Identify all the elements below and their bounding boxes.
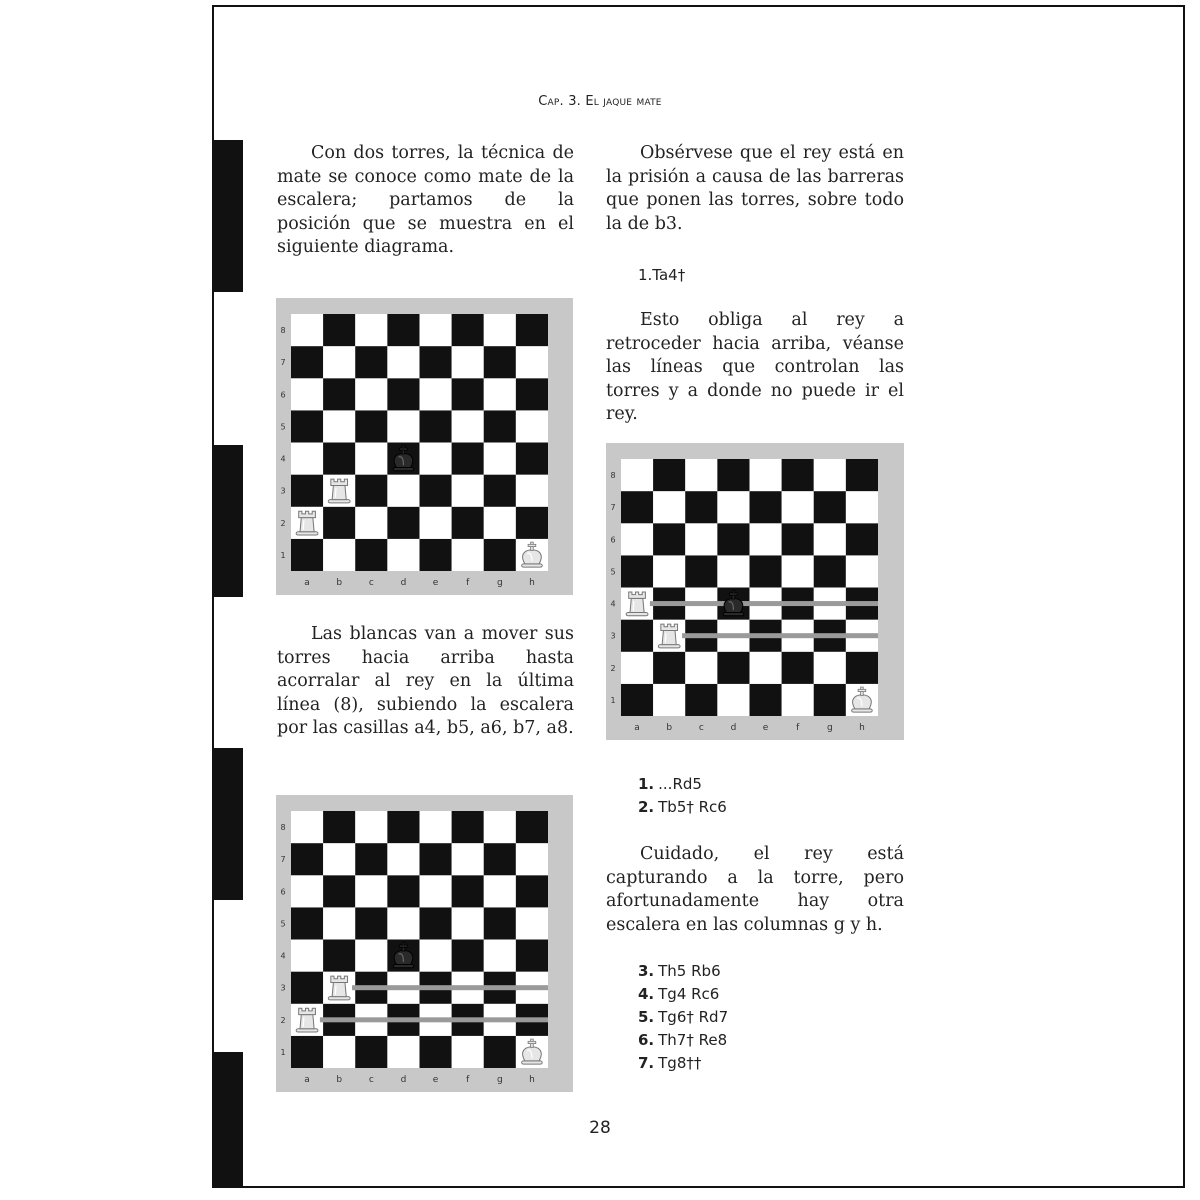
board-square [484,346,516,378]
file-label: h [859,723,865,733]
chessboard [276,795,573,1092]
board-square [387,811,419,843]
move-text: Th7† Re8 [658,1031,728,1049]
board-square [653,523,685,555]
board-square [846,555,878,587]
rank-label: 8 [280,326,286,336]
chess-diagram-barriers [276,795,573,1092]
rank-barrier-line [650,601,878,606]
board-square [323,539,355,571]
board-square [717,684,749,716]
board-square [782,523,814,555]
board-square [484,378,516,410]
file-label: h [529,1075,535,1085]
move-list [638,773,727,819]
board-square [355,410,387,442]
file-label: c [368,1075,374,1085]
board-square [420,940,452,972]
board-square [516,410,548,442]
board-square [291,346,323,378]
right-paragraph-retreat: Esto obliga al rey a retroceder hacia arriba, véanse las líneas que controlan las torres y a donde no puede ir el rey. [606,310,904,424]
board-square [420,443,452,475]
board-square [291,907,323,939]
move-line [638,983,728,1006]
board-square [291,940,323,972]
board-square [814,684,846,716]
board-square [621,555,653,587]
board-square [387,314,419,346]
rank-label: 1 [280,550,286,560]
board-square [516,843,548,875]
board-square [291,843,323,875]
file-label: e [432,1075,439,1085]
board-square [484,907,516,939]
board-square [717,523,749,555]
board-square [685,652,717,684]
board-square [420,475,452,507]
board-square [452,875,484,907]
board-square [452,410,484,442]
board-square [516,475,548,507]
board-square [484,475,516,507]
move-number: 2. [638,798,655,816]
board-square [452,1036,484,1068]
move-text: Tb5† Rc6 [658,798,727,816]
board-square [782,555,814,587]
board-square [484,314,516,346]
board-square [717,459,749,491]
file-label: d [400,578,407,588]
board-square [484,811,516,843]
side-tab-marker [212,140,243,292]
board-square [387,907,419,939]
board-square [420,314,452,346]
file-label: c [368,578,374,588]
move-text: Tg8†† [658,1054,702,1072]
board-square [452,843,484,875]
board-square [355,314,387,346]
board-square [323,346,355,378]
board-square [782,684,814,716]
move-line [638,1006,728,1029]
board-square [782,652,814,684]
board-square [452,475,484,507]
rank-label: 4 [280,454,286,464]
board-square [621,652,653,684]
board-square [653,652,685,684]
file-label: f [466,1075,470,1085]
file-label: a [304,578,310,588]
board-square [484,875,516,907]
board-square [621,459,653,491]
board-square [291,972,323,1004]
board-square [323,940,355,972]
board-square [355,539,387,571]
board-square [323,843,355,875]
board-square [387,1036,419,1068]
board-square [387,378,419,410]
file-label: g [826,723,833,733]
chessboard [606,443,904,740]
board-square [516,875,548,907]
board-square [846,459,878,491]
board-square [484,539,516,571]
rank-label: 7 [610,503,616,513]
left-paragraph-intro: Con dos torres, la técnica de mate se conoce como mate de la escalera; partamos de la posición que se muestra en el siguiente diagrama. [277,143,574,257]
board-square [516,443,548,475]
board-square [420,410,452,442]
move-number: 3. [638,962,655,980]
board-square [291,811,323,843]
board-square [685,491,717,523]
board-square [355,875,387,907]
left-paragraph-ladder: Las blancas van a mover sus torres hacia arriba hasta acorralar al rey en la última línea (8), subiendo la escalera por las casillas a4, b5, a6, b7, a8. [277,624,574,738]
board-square [782,491,814,523]
move-text: ...Rd5 [658,775,702,793]
right-paragraph-caution: Cuidado, el rey está capturando a la torre, pero afortunadamente hay otra escalera en las columnas g y h. [606,844,904,935]
board-square [291,378,323,410]
board-square [323,1036,355,1068]
board-square [717,555,749,587]
board-square [355,443,387,475]
file-label: e [432,578,439,588]
board-square [355,346,387,378]
board-square [291,539,323,571]
board-square [387,346,419,378]
move-text: Tg4 Rc6 [658,985,720,1003]
board-square [685,684,717,716]
right-paragraph-prison: Obsérvese que el rey está en la prisión a causa de las barreras que ponen las torres, sobre todo la de b3. [606,143,904,234]
board-square [387,843,419,875]
file-label: d [730,723,737,733]
board-square [452,539,484,571]
board-square [717,491,749,523]
board-square [814,523,846,555]
board-square [846,523,878,555]
board-square [452,314,484,346]
board-square [484,843,516,875]
board-square [814,491,846,523]
page-number: 28 [589,1118,611,1138]
board-square [814,459,846,491]
board-square [653,459,685,491]
board-square [750,523,782,555]
board-square [846,491,878,523]
board-square [750,459,782,491]
board-square [452,940,484,972]
file-label: g [496,578,503,588]
rank-label: 2 [610,663,616,673]
board-square [420,811,452,843]
move-text: Th5 Rb6 [658,962,721,980]
board-square [516,507,548,539]
board-square [420,378,452,410]
board-square [516,940,548,972]
board-square [717,652,749,684]
board-square [323,314,355,346]
board-square [355,1036,387,1068]
board-square [452,346,484,378]
board-square [452,443,484,475]
file-label: b [666,723,673,733]
board-square [355,843,387,875]
board-square [291,1036,323,1068]
board-square [452,378,484,410]
file-label: g [496,1075,503,1085]
rank-barrier-line [352,985,548,990]
file-label: f [796,723,800,733]
board-square [355,507,387,539]
running-header: Cap. 3. El jaque mate [538,94,662,109]
board-square [420,539,452,571]
board-square [355,907,387,939]
board-square [685,459,717,491]
board-square [291,875,323,907]
board-square [750,555,782,587]
board-square [621,620,653,652]
move-line [638,773,727,796]
rank-label: 5 [280,422,286,432]
board-square [323,443,355,475]
board-square [782,459,814,491]
board-square [387,507,419,539]
board-square [484,507,516,539]
board-square [653,555,685,587]
board-square [291,443,323,475]
board-square [516,314,548,346]
board-square [516,811,548,843]
move-number: 4. [638,985,655,1003]
board-square [516,378,548,410]
board-square [516,346,548,378]
board-square [750,684,782,716]
move-number: 1. [638,775,655,793]
rank-label: 4 [610,599,616,609]
move-text: Tg6† Rd7 [658,1008,729,1026]
rank-label: 2 [280,518,286,528]
board-square [653,684,685,716]
board-square [452,907,484,939]
rank-label: 3 [280,983,286,993]
board-square [323,507,355,539]
file-label: a [304,1075,310,1085]
board-square [685,555,717,587]
board-square [420,507,452,539]
rank-label: 7 [280,855,286,865]
rank-label: 6 [280,887,286,897]
rank-label: 1 [610,695,616,705]
chessboard [276,298,573,595]
board-square [355,811,387,843]
move-text: 1.Ta4† [638,266,686,284]
rank-label: 3 [280,486,286,496]
rank-label: 8 [610,471,616,481]
board-square [355,378,387,410]
move-line [638,796,727,819]
board-square [323,907,355,939]
move-number: 6. [638,1031,655,1049]
board-square [685,523,717,555]
file-label: c [698,723,704,733]
board-square [355,940,387,972]
board-square [387,539,419,571]
board-square [387,410,419,442]
board-square [420,1036,452,1068]
board-square [621,684,653,716]
board-square [814,555,846,587]
rank-label: 5 [280,919,286,929]
move-number: 7. [638,1054,655,1072]
board-square [420,843,452,875]
rank-barrier-line [682,633,878,638]
board-square [323,378,355,410]
board-square [653,491,685,523]
file-label: a [634,723,640,733]
board-square [291,410,323,442]
board-square [420,875,452,907]
rank-barrier-line [320,1017,548,1022]
board-square [484,410,516,442]
file-label: e [762,723,769,733]
board-square [750,491,782,523]
move-line [638,264,685,287]
board-square [291,314,323,346]
rank-label: 3 [610,631,616,641]
board-square [484,1036,516,1068]
board-square [291,475,323,507]
board-square [452,811,484,843]
rank-label: 4 [280,951,286,961]
board-square [387,475,419,507]
board-square [452,507,484,539]
board-square [750,652,782,684]
file-label: b [336,1075,343,1085]
board-square [355,475,387,507]
board-square [323,410,355,442]
file-label: d [400,1075,407,1085]
chess-diagram-after-ta4 [606,443,904,740]
side-tab-marker [212,748,243,900]
side-tab-marker [212,1052,243,1188]
file-label: h [529,578,535,588]
file-label: f [466,578,470,588]
rank-label: 6 [280,390,286,400]
move-number: 5. [638,1008,655,1026]
rank-label: 1 [280,1047,286,1057]
board-square [323,875,355,907]
move-line [638,1029,728,1052]
board-square [484,443,516,475]
board-square [814,652,846,684]
rank-label: 2 [280,1015,286,1025]
chess-diagram-initial [276,298,573,595]
move-line [638,960,728,983]
rank-label: 6 [610,535,616,545]
rank-label: 7 [280,358,286,368]
file-label: b [336,578,343,588]
board-square [516,907,548,939]
board-square [846,652,878,684]
board-square [420,907,452,939]
board-square [323,811,355,843]
rank-label: 5 [610,567,616,577]
board-square [484,940,516,972]
move-list [638,960,728,1075]
move-line [638,1052,728,1075]
board-square [420,346,452,378]
side-tab-marker [212,445,243,597]
board-square [621,523,653,555]
board-square [387,875,419,907]
board-square [621,491,653,523]
rank-label: 8 [280,823,286,833]
